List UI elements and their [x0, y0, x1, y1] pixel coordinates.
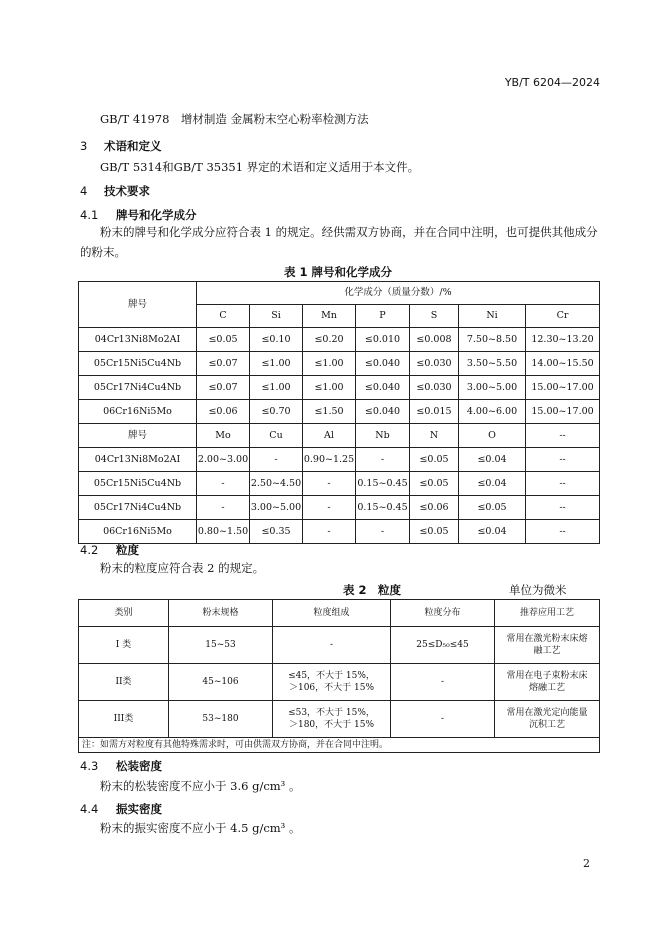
section-number: 4.1: [80, 208, 99, 222]
section-title: 技术要求: [104, 184, 150, 198]
value-cell: 4.00~6.00: [459, 400, 526, 424]
element-header: Si: [250, 305, 303, 328]
table-2-particle-size: [78, 599, 600, 753]
table-row: [79, 328, 600, 352]
value-cell: ≤0.04: [459, 520, 526, 544]
application-cell: [495, 627, 600, 664]
table-subheader-row: [79, 424, 600, 448]
spec-cell: 15~53: [169, 627, 273, 664]
composition-cell: -: [273, 627, 391, 664]
grade-cell: 06Cr16Ni5Mo: [79, 520, 197, 544]
grade-cell: 04Cr13Ni8Mo2AI: [79, 448, 197, 472]
section-title: 松装密度: [116, 759, 162, 773]
value-cell: ≤0.010: [356, 328, 410, 352]
value-cell: ≤0.04: [459, 448, 526, 472]
section-4-1-text-line2: 的粉末。: [80, 245, 126, 259]
application-cell: [495, 664, 600, 701]
element-header: Mn: [303, 305, 356, 328]
grade-cell: 05Cr17Ni4Cu4Nb: [79, 376, 197, 400]
category-cell: II类: [79, 664, 169, 701]
value-cell: 0.90~1.25: [303, 448, 356, 472]
value-cell: -: [303, 472, 356, 496]
value-cell: -: [356, 520, 410, 544]
value-cell: --: [526, 520, 600, 544]
application-line: 常用在电子束粉末床: [506, 671, 588, 681]
section-4-3-text: 粉末的松装密度不应小于 3.6 g/cm³ 。: [100, 779, 301, 793]
element-header: P: [356, 305, 410, 328]
value-cell: ≤0.10: [250, 328, 303, 352]
table-row: [79, 400, 600, 424]
category-cell: III类: [79, 701, 169, 738]
application-cell: [495, 701, 600, 738]
value-cell: -: [197, 472, 250, 496]
section-3-heading: [80, 138, 162, 154]
composition-line: ≤53，不大于 15%，: [288, 708, 375, 718]
table-row: [79, 496, 600, 520]
element-header: S: [410, 305, 459, 328]
section-title: 术语和定义: [104, 139, 162, 153]
value-cell: ≤0.35: [250, 520, 303, 544]
value-cell: -: [356, 448, 410, 472]
table-2-unit: 单位为微米: [509, 583, 567, 597]
value-cell: ≤0.07: [197, 376, 250, 400]
element-header: Al: [303, 424, 356, 448]
normative-reference: GB/T 41978 增材制造 金属粉末空心粉率检测方法: [100, 112, 369, 126]
value-cell: ≤0.05: [459, 496, 526, 520]
value-cell: ≤0.030: [410, 376, 459, 400]
value-cell: 0.15~0.45: [356, 496, 410, 520]
value-cell: 3.50~5.50: [459, 352, 526, 376]
value-cell: ≤0.07: [197, 352, 250, 376]
value-cell: ≤0.05: [410, 472, 459, 496]
column-header: 粒度分布: [391, 600, 495, 627]
section-4-heading: [80, 183, 150, 199]
element-header: N: [410, 424, 459, 448]
application-line: 沉积工艺: [528, 720, 565, 730]
value-cell: ≤1.00: [250, 352, 303, 376]
element-header: --: [526, 424, 600, 448]
element-header: O: [459, 424, 526, 448]
section-title: 粒度: [116, 543, 139, 557]
section-4-4-heading: [80, 801, 162, 817]
value-cell: ≤0.040: [356, 376, 410, 400]
table-1-composition: [78, 281, 600, 544]
element-header: C: [197, 305, 250, 328]
application-line: 常用在激光粉末床熔: [506, 634, 588, 644]
section-4-2-text: 粉末的粒度应符合表 2 的规定。: [100, 561, 265, 575]
value-cell: ≤0.20: [303, 328, 356, 352]
section-number: 4.3: [80, 759, 99, 773]
section-4-1-heading: [80, 207, 197, 223]
composition-line: ＞180，不大于 15%: [288, 720, 375, 730]
value-cell: 15.00~17.00: [526, 400, 600, 424]
value-cell: --: [526, 472, 600, 496]
grade-cell: 05Cr15Ni5Cu4Nb: [79, 352, 197, 376]
value-cell: ≤0.06: [197, 400, 250, 424]
value-cell: ≤0.040: [356, 352, 410, 376]
value-cell: ≤0.030: [410, 352, 459, 376]
section-4-1-text-line1: 粉末的牌号和化学成分应符合表 1 的规定。经供需双方协商，并在合同中注明，也可提供其他成分: [100, 225, 598, 239]
section-4-3-heading: [80, 758, 162, 774]
value-cell: ≤0.05: [410, 448, 459, 472]
value-cell: 7.50~8.50: [459, 328, 526, 352]
application-line: 融工艺: [533, 646, 561, 656]
element-header: Ni: [459, 305, 526, 328]
element-header: Nb: [356, 424, 410, 448]
value-cell: 0.80~1.50: [197, 520, 250, 544]
column-header: 推荐应用工艺: [495, 600, 600, 627]
section-number: 3: [80, 139, 88, 153]
grade-cell: 05Cr17Ni4Cu4Nb: [79, 496, 197, 520]
value-cell: 3.00~5.00: [250, 496, 303, 520]
value-cell: 14.00~15.50: [526, 352, 600, 376]
value-cell: -: [303, 496, 356, 520]
composition-cell: [273, 701, 391, 738]
column-header: 粉末规格: [169, 600, 273, 627]
value-cell: -: [197, 496, 250, 520]
page-number: 2: [583, 857, 590, 870]
table-row: [79, 520, 600, 544]
section-4-4-text: 粉末的振实密度不应小于 4.5 g/cm³ 。: [100, 821, 301, 835]
value-cell: 2.50~4.50: [250, 472, 303, 496]
table-note: 注：如需方对粒度有其他特殊需求时，可由供需双方协商，并在合同中注明。: [79, 738, 600, 753]
column-header: 粒度组成: [273, 600, 391, 627]
value-cell: -: [303, 520, 356, 544]
value-cell: ≤1.00: [303, 376, 356, 400]
value-cell: 12.30~13.20: [526, 328, 600, 352]
element-header: Cu: [250, 424, 303, 448]
table-row: [79, 352, 600, 376]
value-cell: 2.00~3.00: [197, 448, 250, 472]
value-cell: ≤0.008: [410, 328, 459, 352]
grade-header: 牌号: [79, 282, 197, 328]
value-cell: ≤0.70: [250, 400, 303, 424]
section-number: 4: [80, 184, 88, 198]
table-row: [79, 627, 600, 664]
application-line: 常用在激光定向能量: [506, 708, 588, 718]
composition-header: 化学成分（质量分数）/%: [197, 282, 600, 305]
application-line: 熔融工艺: [528, 683, 565, 693]
value-cell: ≤0.05: [410, 520, 459, 544]
section-title: 牌号和化学成分: [116, 208, 197, 222]
element-header: Cr: [526, 305, 600, 328]
value-cell: ≤1.50: [303, 400, 356, 424]
section-4-2-heading: [80, 542, 139, 558]
value-cell: -: [250, 448, 303, 472]
spec-cell: 53~180: [169, 701, 273, 738]
value-cell: ≤1.00: [303, 352, 356, 376]
column-header: 类别: [79, 600, 169, 627]
table-row: [79, 701, 600, 738]
table-row: [79, 448, 600, 472]
value-cell: ≤0.015: [410, 400, 459, 424]
value-cell: 3.00~5.00: [459, 376, 526, 400]
table-row: [79, 376, 600, 400]
value-cell: --: [526, 496, 600, 520]
composition-line: ＞106，不大于 15%: [288, 683, 375, 693]
category-cell: I 类: [79, 627, 169, 664]
value-cell: ≤0.05: [197, 328, 250, 352]
value-cell: 0.15~0.45: [356, 472, 410, 496]
grade-cell: 04Cr13Ni8Mo2AI: [79, 328, 197, 352]
distribution-cell: -: [391, 701, 495, 738]
table-row: [79, 664, 600, 701]
composition-line: ≤45，不大于 15%，: [288, 671, 375, 681]
table-2-caption: 表 2 粒度: [343, 583, 402, 597]
value-cell: ≤0.040: [356, 400, 410, 424]
value-cell: ≤1.00: [250, 376, 303, 400]
table-row: [79, 472, 600, 496]
value-cell: --: [526, 448, 600, 472]
section-number: 4.2: [80, 543, 99, 557]
section-title: 振实密度: [116, 802, 162, 816]
table-1-caption: 表 1 牌号和化学成分: [284, 265, 393, 279]
element-header: Mo: [197, 424, 250, 448]
section-number: 4.4: [80, 802, 99, 816]
value-cell: 15.00~17.00: [526, 376, 600, 400]
grade-cell: 05Cr15Ni5Cu4Nb: [79, 472, 197, 496]
grade-cell: 06Cr16Ni5Mo: [79, 400, 197, 424]
grade-header: 牌号: [79, 424, 197, 448]
section-3-text: GB/T 5314和GB/T 35351 界定的术语和定义适用于本文件。: [100, 160, 420, 174]
distribution-cell: 25≤D₅₀≤45: [391, 627, 495, 664]
value-cell: ≤0.06: [410, 496, 459, 520]
value-cell: ≤0.04: [459, 472, 526, 496]
spec-cell: 45~106: [169, 664, 273, 701]
composition-cell: [273, 664, 391, 701]
standard-code: YB/T 6204—2024: [504, 76, 600, 89]
distribution-cell: -: [391, 664, 495, 701]
